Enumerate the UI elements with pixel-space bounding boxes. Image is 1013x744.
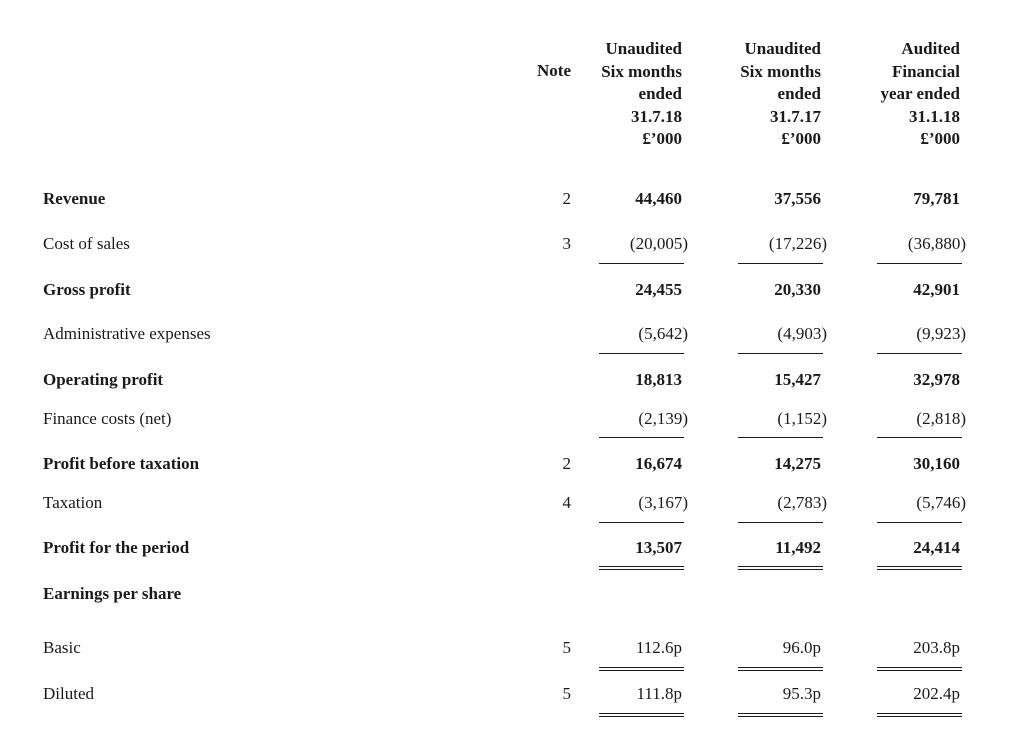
row-label-taxation: Taxation xyxy=(43,493,103,512)
operating-profit-fy2018: 32,978 xyxy=(913,370,960,389)
subtotal-rule xyxy=(599,353,684,354)
finance-costs-2018: (2,139) xyxy=(638,409,688,428)
gross-profit-fy2018: 42,901 xyxy=(913,280,960,299)
profit-before-tax-2017: 14,275 xyxy=(774,454,821,473)
row-label-administrative-expenses: Administrative expenses xyxy=(43,324,211,343)
subtotal-rule xyxy=(599,522,684,523)
basic-eps-fy2018: 203.8p xyxy=(913,638,960,657)
finance-costs-fy2018: (2,818) xyxy=(916,409,966,428)
column-header-unaudited-2017: Unaudited Six months ended 31.7.17 £’000 xyxy=(740,39,821,148)
row-note-basic: 5 xyxy=(562,638,571,657)
total-double-rule xyxy=(738,667,823,671)
revenue-2018: 44,460 xyxy=(635,189,682,208)
diluted-eps-fy2018: 202.4p xyxy=(913,684,960,703)
column-header-unaudited-2018: Unaudited Six months ended 31.7.18 £’000 xyxy=(601,39,682,148)
gross-profit-2018: 24,455 xyxy=(635,280,682,299)
subtotal-rule xyxy=(738,437,823,438)
profit-before-tax-2018: 16,674 xyxy=(635,454,682,473)
taxation-2018: (3,167) xyxy=(638,493,688,512)
total-double-rule xyxy=(738,713,823,717)
row-label-diluted: Diluted xyxy=(43,684,94,703)
total-double-rule xyxy=(599,566,684,570)
subtotal-rule xyxy=(738,353,823,354)
revenue-2017: 37,556 xyxy=(774,189,821,208)
row-label-operating-profit: Operating profit xyxy=(43,370,164,389)
admin-expenses-2017: (4,903) xyxy=(777,324,827,343)
cost-of-sales-fy2018: (36,880) xyxy=(907,234,966,253)
row-label-profit-for-the-period: Profit for the period xyxy=(43,538,190,557)
note-column-header: Note xyxy=(537,61,571,80)
row-label-gross-profit: Gross profit xyxy=(43,280,131,299)
row-label-cost-of-sales: Cost of sales xyxy=(43,234,130,253)
taxation-2017: (2,783) xyxy=(777,493,827,512)
cost-of-sales-2018: (20,005) xyxy=(629,234,688,253)
total-double-rule xyxy=(877,667,962,671)
total-double-rule xyxy=(599,713,684,717)
operating-profit-2018: 18,813 xyxy=(635,370,682,389)
total-double-rule xyxy=(738,566,823,570)
profit-before-tax-fy2018: 30,160 xyxy=(913,454,960,473)
subtotal-rule xyxy=(877,353,962,354)
row-label-earnings-per-share: Earnings per share xyxy=(43,584,182,603)
revenue-fy2018: 79,781 xyxy=(913,189,960,208)
total-double-rule xyxy=(877,566,962,570)
diluted-eps-2017: 95.3p xyxy=(782,684,821,703)
profit-for-period-2018: 13,507 xyxy=(635,538,682,557)
subtotal-rule xyxy=(877,437,962,438)
row-note-diluted: 5 xyxy=(562,684,571,703)
subtotal-rule xyxy=(738,522,823,523)
total-double-rule xyxy=(877,713,962,717)
basic-eps-2017: 96.0p xyxy=(782,638,821,657)
operating-profit-2017: 15,427 xyxy=(774,370,821,389)
admin-expenses-fy2018: (9,923) xyxy=(916,324,966,343)
row-note-taxation: 4 xyxy=(562,493,571,512)
finance-costs-2017: (1,152) xyxy=(777,409,827,428)
column-header-audited-2018: Audited Financial year ended 31.1.18 £’000 xyxy=(880,39,960,148)
profit-for-period-fy2018: 24,414 xyxy=(913,538,960,557)
row-label-profit-before-taxation: Profit before taxation xyxy=(43,454,200,473)
diluted-eps-2018: 111.8p xyxy=(636,684,682,703)
taxation-fy2018: (5,746) xyxy=(916,493,966,512)
total-double-rule xyxy=(599,667,684,671)
row-note-revenue: 2 xyxy=(562,189,571,208)
row-note-profit-before-taxation: 2 xyxy=(562,454,571,473)
row-note-cost-of-sales: 3 xyxy=(562,234,571,253)
row-label-finance-costs: Finance costs (net) xyxy=(43,409,172,428)
subtotal-rule xyxy=(738,263,823,264)
row-label-revenue: Revenue xyxy=(43,189,106,208)
subtotal-rule xyxy=(877,522,962,523)
basic-eps-2018: 112.6p xyxy=(635,638,682,657)
subtotal-rule xyxy=(599,437,684,438)
cost-of-sales-2017: (17,226) xyxy=(768,234,827,253)
admin-expenses-2018: (5,642) xyxy=(638,324,688,343)
subtotal-rule xyxy=(599,263,684,264)
subtotal-rule xyxy=(877,263,962,264)
profit-for-period-2017: 11,492 xyxy=(775,538,821,557)
row-label-basic: Basic xyxy=(43,638,81,657)
gross-profit-2017: 20,330 xyxy=(774,280,821,299)
